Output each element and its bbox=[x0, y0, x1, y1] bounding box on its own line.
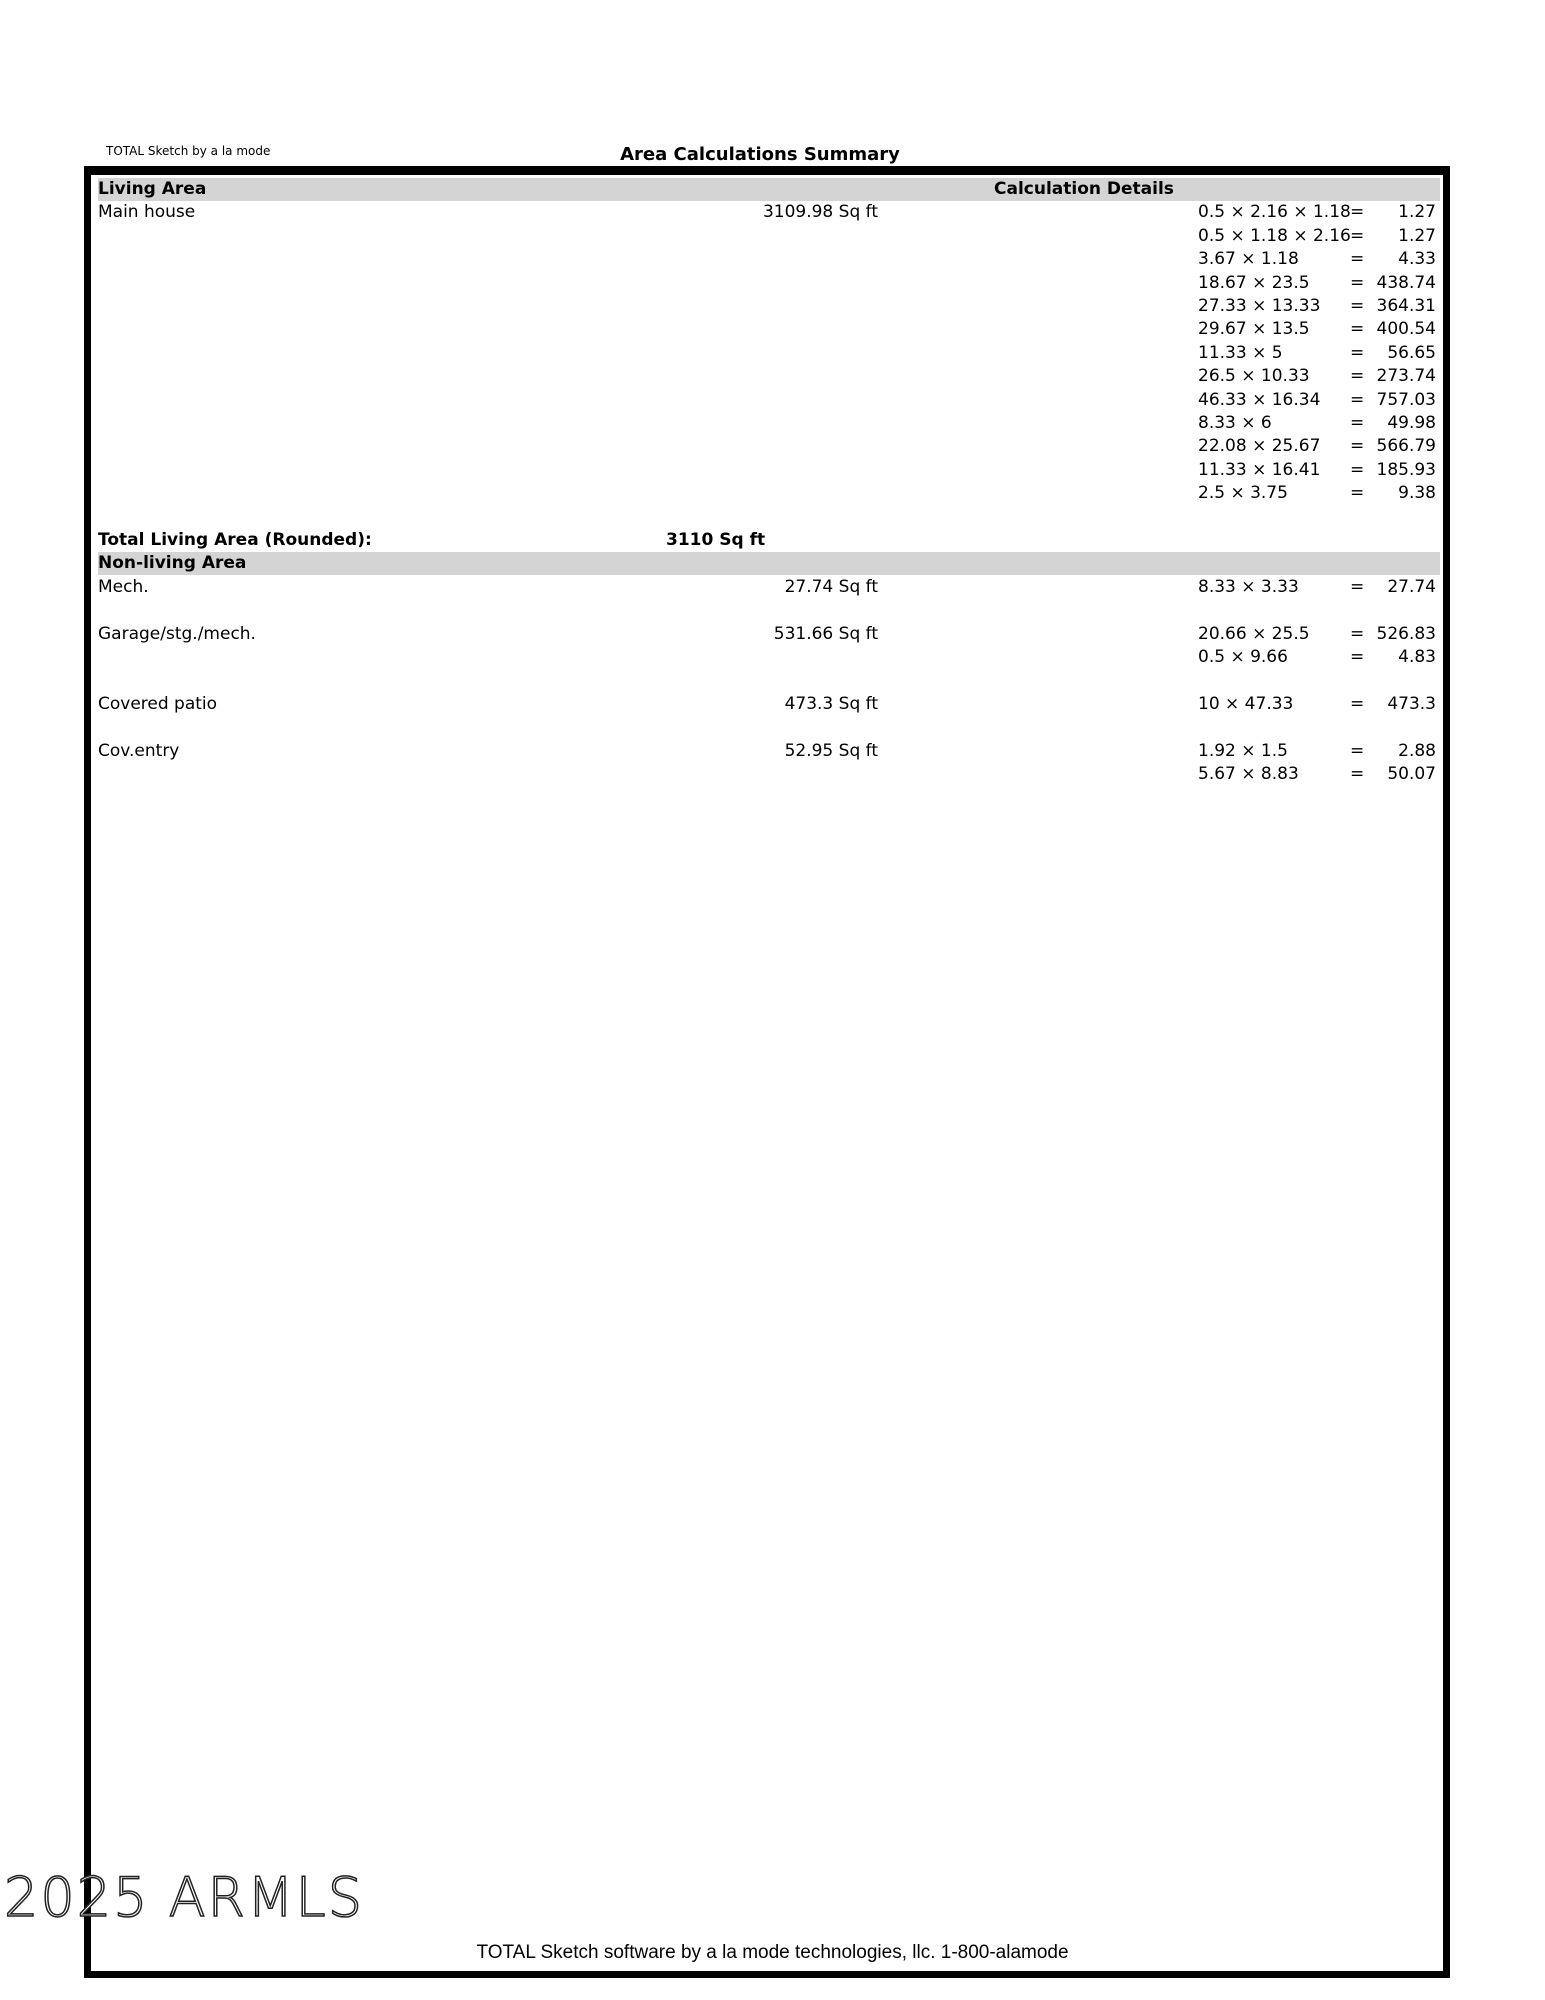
calc-row bbox=[98, 412, 1440, 435]
calc-expression: 0.5 × 1.18 × 2.16 bbox=[1198, 225, 1351, 246]
calc-value: 185.93 bbox=[1376, 459, 1436, 480]
calc-row bbox=[98, 342, 1440, 365]
calc-equals: = bbox=[1350, 764, 1365, 784]
calc-equals: = bbox=[1350, 296, 1365, 316]
calc-expression: 1.92 × 1.5 bbox=[1198, 740, 1288, 761]
calc-expression: 11.33 × 16.41 bbox=[1198, 459, 1321, 480]
area-item-row bbox=[98, 740, 1440, 763]
calc-equals: = bbox=[1350, 483, 1365, 504]
calc-row bbox=[98, 389, 1440, 412]
calc-equals: = bbox=[1350, 436, 1365, 457]
calc-equals: = bbox=[1350, 342, 1365, 363]
calc-expression: 18.67 × 23.5 bbox=[1198, 272, 1310, 293]
calc-row bbox=[98, 225, 1440, 248]
calc-equals: = bbox=[1350, 389, 1365, 410]
page-title: Area Calculations Summary bbox=[620, 144, 900, 165]
calc-equals: = bbox=[1350, 225, 1365, 246]
area-item-label: Covered patio bbox=[98, 693, 218, 714]
calc-expression: 46.33 × 16.34 bbox=[1198, 389, 1321, 410]
area-item-label: Main house bbox=[98, 202, 196, 223]
calc-equals: = bbox=[1350, 249, 1365, 270]
calc-value: 273.74 bbox=[1376, 366, 1436, 387]
calc-expression: 0.5 × 9.66 bbox=[1198, 647, 1288, 667]
calc-value: 1.27 bbox=[1398, 202, 1436, 223]
area-item-label: Cov.entry bbox=[98, 740, 180, 761]
calc-value: 4.83 bbox=[1398, 647, 1436, 667]
calc-value: 757.03 bbox=[1376, 389, 1436, 410]
calc-value: 566.79 bbox=[1376, 436, 1436, 457]
area-item-label: Mech. bbox=[98, 576, 149, 597]
calc-value: 4.33 bbox=[1398, 249, 1436, 270]
calc-value: 2.88 bbox=[1398, 740, 1436, 761]
calc-details-header: Calculation Details bbox=[994, 179, 1174, 199]
calc-expression: 8.33 × 6 bbox=[1198, 413, 1272, 433]
calc-equals: = bbox=[1350, 459, 1365, 480]
area-item-value: 52.95 Sq ft bbox=[784, 740, 878, 761]
calc-row bbox=[98, 646, 1440, 669]
calc-row bbox=[98, 318, 1440, 341]
calc-row bbox=[98, 248, 1440, 271]
calc-value: 473.3 bbox=[1387, 693, 1436, 714]
calc-expression: 11.33 × 5 bbox=[1198, 342, 1283, 363]
calc-expression: 0.5 × 2.16 × 1.18 bbox=[1198, 202, 1351, 223]
calc-row bbox=[98, 482, 1440, 505]
calc-equals: = bbox=[1350, 623, 1365, 644]
calc-equals: = bbox=[1350, 202, 1365, 223]
total-living-label: Total Living Area (Rounded): bbox=[98, 530, 372, 550]
calc-equals: = bbox=[1350, 413, 1365, 433]
calc-value: 56.65 bbox=[1387, 342, 1436, 363]
calc-value: 50.07 bbox=[1387, 764, 1436, 784]
total-living-value: 3110 Sq ft bbox=[666, 530, 766, 550]
calc-row bbox=[98, 763, 1440, 786]
calc-expression: 20.66 × 25.5 bbox=[1198, 623, 1310, 644]
calc-value: 27.74 bbox=[1387, 576, 1436, 597]
calc-expression: 5.67 × 8.83 bbox=[1198, 764, 1299, 784]
calc-expression: 3.67 × 1.18 bbox=[1198, 249, 1299, 270]
watermark: 2025 ARMLS bbox=[4, 1866, 365, 1929]
calc-row bbox=[98, 459, 1440, 482]
section-header-living bbox=[98, 178, 1440, 201]
calc-value: 9.38 bbox=[1398, 483, 1436, 504]
total-living-row bbox=[98, 529, 1440, 552]
calc-expression: 8.33 × 3.33 bbox=[1198, 576, 1299, 597]
calc-value: 1.27 bbox=[1398, 225, 1436, 246]
calc-row bbox=[98, 435, 1440, 458]
calc-equals: = bbox=[1350, 319, 1365, 340]
calc-equals: = bbox=[1350, 647, 1365, 667]
calc-equals: = bbox=[1350, 272, 1365, 293]
area-item-label: Garage/stg./mech. bbox=[98, 623, 256, 644]
calc-equals: = bbox=[1350, 693, 1365, 714]
calc-value: 364.31 bbox=[1376, 296, 1436, 316]
area-item-row bbox=[98, 693, 1440, 716]
calc-row bbox=[98, 272, 1440, 295]
area-item-value: 3109.98 Sq ft bbox=[762, 202, 878, 223]
section-header-non-living bbox=[98, 552, 1440, 575]
calc-value: 49.98 bbox=[1387, 413, 1436, 433]
area-item-row bbox=[98, 623, 1440, 646]
section-label: Living Area bbox=[98, 179, 207, 199]
area-item-row bbox=[98, 201, 1440, 224]
brand-label: TOTAL Sketch by a la mode bbox=[106, 144, 271, 158]
calc-value: 526.83 bbox=[1376, 623, 1436, 644]
area-item-value: 531.66 Sq ft bbox=[773, 623, 878, 644]
calc-equals: = bbox=[1350, 366, 1365, 387]
calc-equals: = bbox=[1350, 576, 1365, 597]
section-label: Non-living Area bbox=[98, 553, 247, 574]
calc-expression: 27.33 × 13.33 bbox=[1198, 296, 1321, 316]
calc-expression: 26.5 × 10.33 bbox=[1198, 366, 1310, 387]
calc-equals: = bbox=[1350, 740, 1365, 761]
calc-expression: 2.5 × 3.75 bbox=[1198, 483, 1288, 504]
calc-expression: 10 × 47.33 bbox=[1198, 693, 1294, 714]
calc-row bbox=[98, 365, 1440, 388]
area-item-row bbox=[98, 576, 1440, 599]
area-item-value: 27.74 Sq ft bbox=[784, 576, 878, 597]
calc-expression: 22.08 × 25.67 bbox=[1198, 436, 1321, 457]
footer-text: TOTAL Sketch software by a la mode technologies, llc. 1-800-alamode bbox=[476, 1942, 1069, 1963]
calc-value: 400.54 bbox=[1376, 319, 1436, 340]
calc-value: 438.74 bbox=[1376, 272, 1436, 293]
calc-row bbox=[98, 295, 1440, 318]
area-item-value: 473.3 Sq ft bbox=[784, 693, 878, 714]
calc-expression: 29.67 × 13.5 bbox=[1198, 319, 1310, 340]
